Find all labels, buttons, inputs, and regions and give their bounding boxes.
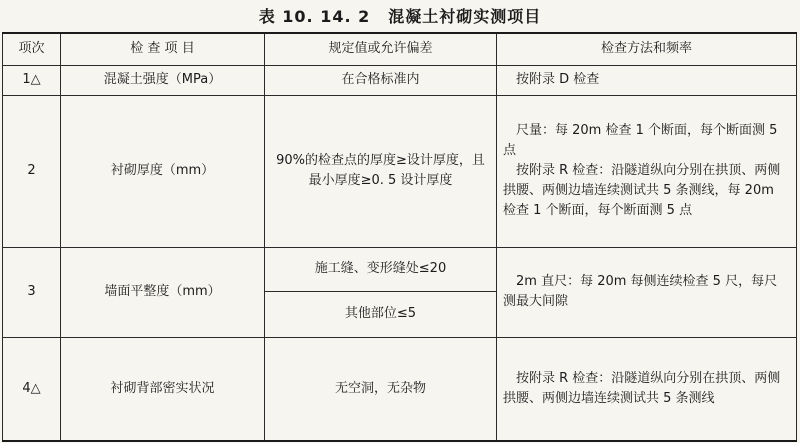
table-row xyxy=(3,337,797,441)
row-spec: 无空洞，无杂物 xyxy=(265,337,497,441)
table-row xyxy=(3,95,797,247)
header-row xyxy=(3,33,797,65)
row-method xyxy=(497,337,797,441)
row-no: 4△ xyxy=(3,337,61,441)
method-line: 按附录 R 检查：沿隧道纵向分别在拱顶、两侧拱腰、两侧边墙连续测试共 5 条测线 xyxy=(503,370,781,406)
table-row xyxy=(3,247,797,291)
table-caption xyxy=(0,4,800,27)
table-number: 表 10. 14. 2 xyxy=(258,7,371,26)
row-spec: 施工缝、变形缝处≤20 xyxy=(265,247,497,291)
header-no: 项次 xyxy=(3,33,61,65)
method-line: 按附录 D 检查 xyxy=(516,71,600,87)
table-title: 混凝土衬砌实测项目 xyxy=(388,7,542,26)
method-line: 2m 直尺：每 20m 每侧连续检查 5 尺，每尺测最大间隙 xyxy=(503,273,778,309)
row-spec: 在合格标准内 xyxy=(265,65,497,95)
row-spec: 90%的检查点的厚度≥设计厚度，且最小厚度≥0. 5 设计厚度 xyxy=(265,95,497,247)
row-no: 3 xyxy=(3,247,61,337)
row-item: 墙面平整度（mm） xyxy=(61,247,265,337)
method-line: 按附录 R 检查：沿隧道纵向分别在拱顶、两侧拱腰、两侧边墙连续测试共 5 条测线，每 20m 检查 1 个断面，每个断面测 5 点 xyxy=(503,162,781,219)
row-method xyxy=(497,95,797,247)
row-no: 2 xyxy=(3,95,61,247)
method-line: 尺量：每 20m 检查 1 个断面，每个断面测 5 点 xyxy=(503,122,778,158)
header-spec: 规定值或允许偏差 xyxy=(265,33,497,65)
row-item: 混凝土强度（MPa） xyxy=(61,65,265,95)
row-method xyxy=(497,65,797,95)
row-item: 衬砌厚度（mm） xyxy=(61,95,265,247)
row-item: 衬砌背部密实状况 xyxy=(61,337,265,441)
table-row xyxy=(3,65,797,95)
header-method: 检查方法和频率 xyxy=(497,33,797,65)
row-method xyxy=(497,247,797,337)
header-item: 检 查 项 目 xyxy=(61,33,265,65)
row-spec-secondary: 其他部位≤5 xyxy=(265,291,497,337)
inspection-table xyxy=(2,32,797,442)
row-no: 1△ xyxy=(3,65,61,95)
